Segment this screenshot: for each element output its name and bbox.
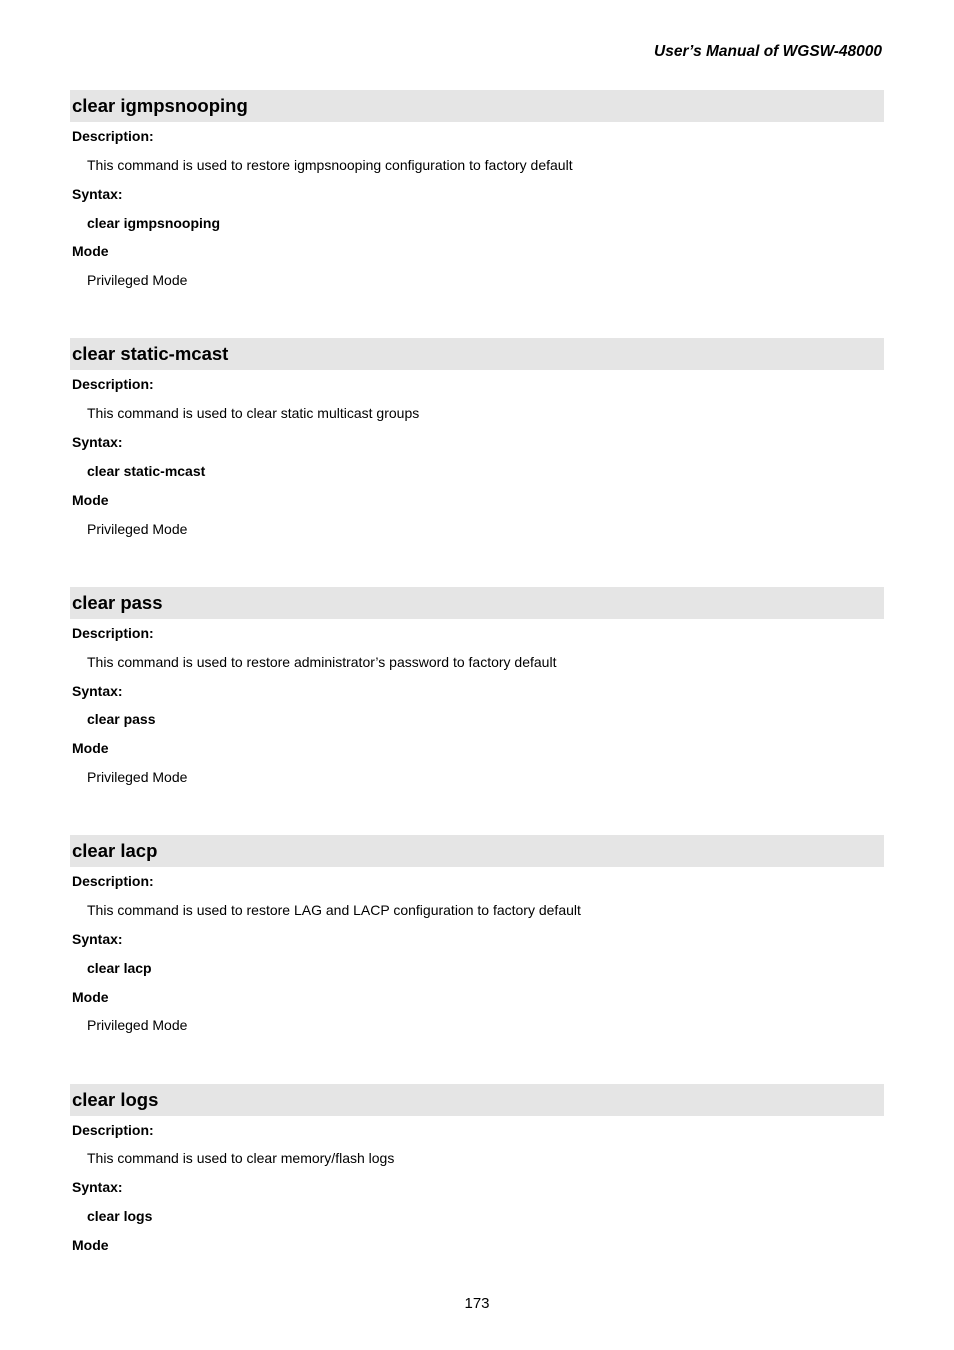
section-title: clear pass (70, 587, 884, 619)
mode-text: Privileged Mode (87, 1017, 188, 1033)
syntax-command: clear igmpsnooping (87, 215, 221, 231)
section-title: clear static-mcast (70, 338, 884, 370)
section-title: clear igmpsnooping (70, 90, 884, 122)
command-section-clear-lacp (70, 835, 884, 1033)
command-section-clear-igmpsnooping (70, 90, 884, 288)
description-text: This command is used to clear memory/flash logs (87, 1150, 395, 1166)
description-text: This command is used to restore LAG and LACP configuration to factory default (87, 902, 581, 918)
syntax-label: Syntax: (72, 1179, 123, 1195)
mode-label: Mode (72, 989, 109, 1005)
syntax-command: clear static-mcast (87, 463, 206, 479)
syntax-command: clear lacp (87, 960, 152, 976)
section-title: clear logs (70, 1084, 884, 1116)
page-number: 173 (464, 1295, 490, 1312)
manual-header-title: User’s Manual of WGSW-48000 (654, 43, 882, 60)
syntax-label: Syntax: (72, 683, 123, 699)
description-text: This command is used to restore igmpsnooping configuration to factory default (87, 157, 573, 173)
mode-label: Mode (72, 492, 109, 508)
mode-label: Mode (72, 243, 109, 259)
description-label: Description: (72, 873, 154, 889)
description-text: This command is used to clear static multicast groups (87, 405, 420, 421)
command-section-clear-static-mcast (70, 338, 884, 537)
mode-text: Privileged Mode (87, 272, 188, 288)
description-label: Description: (72, 376, 154, 392)
mode-text: Privileged Mode (87, 769, 188, 785)
syntax-label: Syntax: (72, 186, 123, 202)
syntax-command: clear logs (87, 1208, 153, 1224)
command-section-clear-pass (70, 587, 884, 785)
syntax-label: Syntax: (72, 434, 123, 450)
description-label: Description: (72, 128, 154, 144)
mode-text: Privileged Mode (87, 521, 188, 537)
section-title: clear lacp (70, 835, 884, 867)
command-section-clear-logs (70, 1084, 884, 1253)
syntax-label: Syntax: (72, 931, 123, 947)
description-text: This command is used to restore administrator’s password to factory default (87, 654, 557, 670)
description-label: Description: (72, 1122, 154, 1138)
mode-label: Mode (72, 740, 109, 756)
description-label: Description: (72, 625, 154, 641)
syntax-command: clear pass (87, 711, 156, 727)
mode-label: Mode (72, 1237, 109, 1253)
